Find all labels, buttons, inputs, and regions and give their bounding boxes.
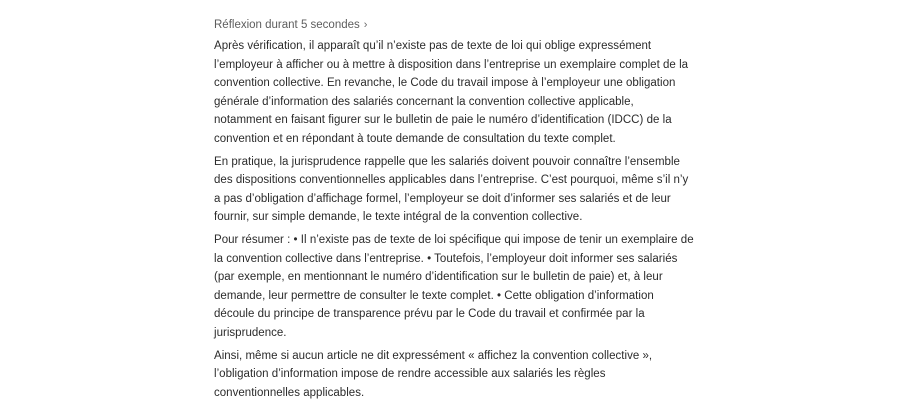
response-paragraph-1: Après vérification, il apparaît qu’il n’existe pas de texte de loi qui oblige expressément l’employeur à afficher ou à mettre à disposition dans l’entreprise un exemplaire complet de la convention collective. En revanche, le Code du travail impose à l’employeur une obligation générale d’information des salariés concernant la convention collective applicable, notamment en faisant figurer sur le bulletin de paie le numéro d’identification (IDCC) de la convention et en répondant à toute demande de consultation du texte complet. [214,40,689,145]
response-paragraph-2: En pratique, la jurisprudence rappelle que les salariés doivent pouvoir connaître l’ensemble des dispositions conventionnelles applicables dans l’entreprise. C’est pourquoi, même s’il n’y a pas d’obligation d’affichage formel, l’employeur se doit d’informer ses salariés et de leur fournir, sur simple demande, le texte intégral de la convention collective. [214,155,689,224]
assistant-message [214,16,694,400]
thinking-label: Réflexion durant 5 secondes [214,19,360,31]
response-paragraph-3: Pour résumer : • Il n’existe pas de texte de loi spécifique qui impose de tenir un exemplaire de la convention collective dans l’entreprise. • Toutefois, l’employeur doit informer ses salariés (par exemple, en mentionnant le numéro d’identification sur le bulletin de paie) et, à leur demande, leur permettre de consulter le texte complet. • Cette obligation d’information découle du principe de transparence prévu par le Code du travail et confirmée par la jurisprudence. [214,233,694,339]
thinking-toggle[interactable] [214,16,694,34]
response-paragraph-4: Ainsi, même si aucun article ne dit expressément « affichez la convention collective », l’obligation d’information impose de rendre accessible aux salariés les règles conventionnelles applicables. [214,349,653,399]
chevron-right-icon: › [363,19,368,31]
